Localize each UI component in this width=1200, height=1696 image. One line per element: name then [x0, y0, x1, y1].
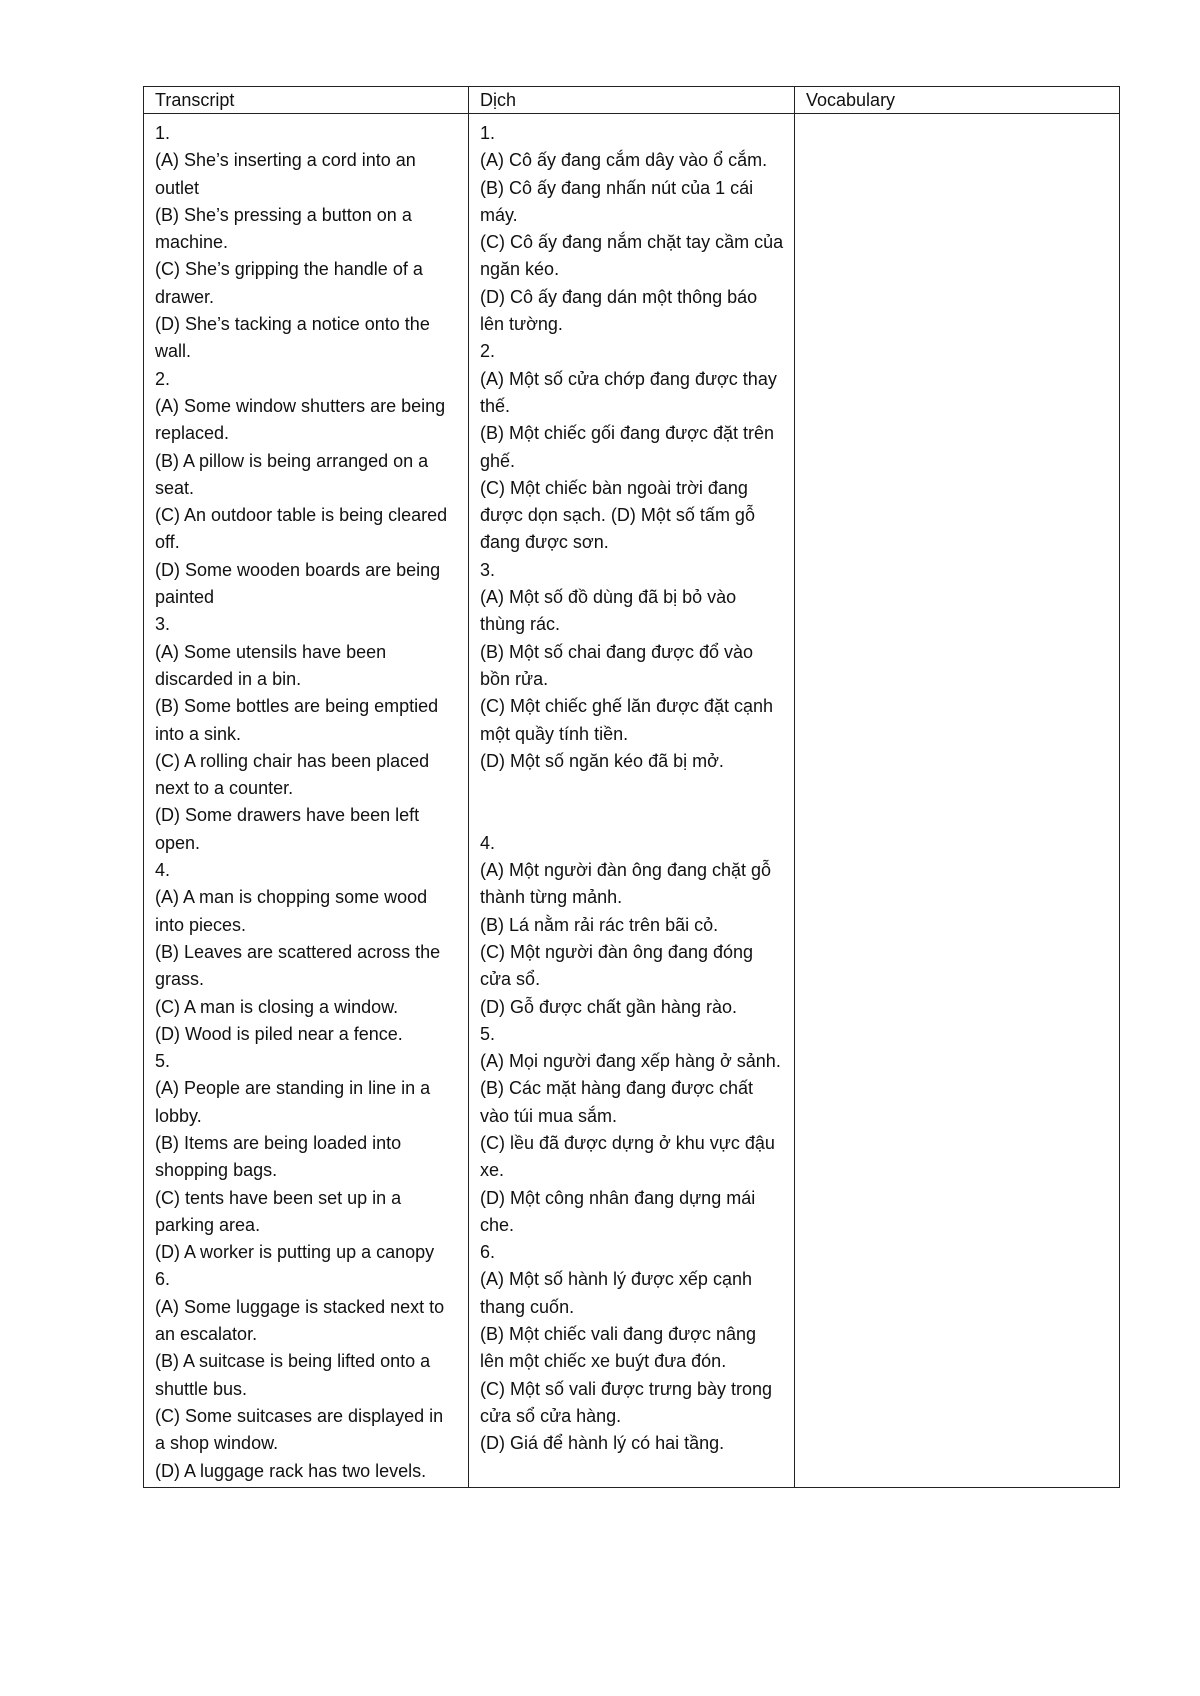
- translation-line: (A) Một số đồ dùng đã bị bỏ vào thùng rác.: [480, 587, 737, 635]
- transcript-line: (B) Items are being loaded into shopping bags.: [155, 1132, 402, 1181]
- vocabulary-cell: [795, 114, 1120, 1488]
- transcript-line: (D) A worker is putting up a canopy: [155, 1242, 435, 1263]
- translation-line: 4.: [480, 832, 496, 853]
- transcript-line: (C) An outdoor table is being cleared off.: [155, 505, 448, 553]
- transcript-line: 1.: [155, 123, 171, 143]
- content-row: [144, 114, 1120, 1488]
- translation-line: (D) Một công nhân đang dựng mái che.: [480, 1187, 756, 1235]
- transcript-table: [143, 86, 1120, 1488]
- transcript-line: (A) People are standing in line in a lobby.: [155, 1078, 431, 1126]
- header-vocabulary: Vocabulary: [795, 87, 1120, 114]
- transcript-line: (A) Some window shutters are being replaced.: [155, 395, 446, 444]
- transcript-line: 3.: [155, 614, 171, 635]
- transcript-line: (A) Some luggage is stacked next to an escalator.: [155, 1296, 445, 1345]
- translation-line: (D) Cô ấy đang dán một thông báo lên tường.: [480, 286, 758, 335]
- translation-line: (C) Một chiếc ghế lăn được đặt cạnh một quầy tính tiền.: [480, 696, 773, 744]
- translation-line: (D) Một số ngăn kéo đã bị mở.: [480, 750, 724, 771]
- translation-line: (B) Lá nằm rải rác trên bãi cỏ.: [480, 914, 719, 935]
- translation-line: (B) Một chiếc gối đang được đặt trên ghế.: [480, 423, 774, 471]
- transcript-line: (B) She’s pressing a button on a machine.: [155, 204, 412, 253]
- transcript-line: (D) Some wooden boards are being painted: [155, 559, 441, 608]
- translation-line: [480, 802, 784, 829]
- translation-line: (A) Một số hành lý được xếp cạnh thang cuốn.: [480, 1269, 752, 1317]
- transcript-line: 4.: [155, 860, 171, 881]
- translation-line: (A) Mọi người đang xếp hàng ở sảnh.: [480, 1051, 781, 1072]
- translation-line: 1.: [480, 123, 496, 143]
- transcript-line: (C) She’s gripping the handle of a drawer.: [155, 259, 423, 307]
- translation-line: (D) Gỗ được chất gần hàng rào.: [480, 996, 737, 1017]
- transcript-line: (D) Some drawers have been left open.: [155, 805, 420, 853]
- translation-line: (B) Cô ấy đang nhấn nút của 1 cái máy.: [480, 177, 754, 225]
- transcript-line: (C) tents have been set up in a parking area.: [155, 1187, 402, 1235]
- translation-line: [480, 775, 784, 802]
- translation-line: (C) lều đã được dựng ở khu vực đậu xe.: [480, 1132, 775, 1181]
- transcript-line: (A) She’s inserting a cord into an outlet: [155, 150, 416, 198]
- translation-line: (A) Một số cửa chớp đang được thay thế.: [480, 368, 777, 416]
- transcript-line: (D) Wood is piled near a fence.: [155, 1023, 403, 1044]
- transcript-line: (B) A suitcase is being lifted onto a shuttle bus.: [155, 1351, 431, 1399]
- transcript-line: (C) Some suitcases are displayed in a shop window.: [155, 1405, 444, 1454]
- transcript-line: (D) She’s tacking a notice onto the wall.: [155, 314, 430, 362]
- translation-line: 3.: [480, 559, 496, 580]
- translation-line: 2.: [480, 341, 496, 362]
- transcript-line: 5.: [155, 1051, 171, 1072]
- translation-line: 5.: [480, 1023, 496, 1044]
- transcript-line: (B) A pillow is being arranged on a seat.: [155, 450, 429, 498]
- translation-line: (A) Một người đàn ông đang chặt gỗ thành từng mảnh.: [480, 860, 772, 908]
- transcript-line: 2.: [155, 368, 171, 389]
- transcript-line: (C) A rolling chair has been placed next to a counter.: [155, 750, 430, 799]
- header-translation: Dịch: [469, 87, 795, 114]
- transcript-line: (A) A man is chopping some wood into pieces.: [155, 887, 428, 935]
- translation-line: (C) Một số vali được trưng bày trong cửa sổ cửa hàng.: [480, 1378, 772, 1426]
- translation-line: (B) Một chiếc vali đang được nâng lên một chiếc xe buýt đưa đón.: [480, 1324, 756, 1372]
- translation-line: (B) Các mặt hàng đang được chất vào túi mua sắm.: [480, 1078, 753, 1126]
- transcript-line: (A) Some utensils have been discarded in a bin.: [155, 641, 387, 689]
- transcript-line: 6.: [155, 1269, 171, 1290]
- transcript-cell: [144, 114, 469, 1488]
- translation-line: (A) Cô ấy đang cắm dây vào ổ cắm.: [480, 150, 768, 171]
- translation-line: (B) Một số chai đang được đổ vào bồn rửa.: [480, 641, 753, 689]
- transcript-line: (B) Some bottles are being emptied into a sink.: [155, 696, 439, 744]
- header-row: [144, 87, 1120, 114]
- translation-line: (C) Cô ấy đang nắm chặt tay cầm của ngăn kéo.: [480, 232, 784, 280]
- header-transcript: Transcript: [144, 87, 469, 114]
- transcript-line: (B) Leaves are scattered across the grass.: [155, 941, 441, 990]
- translation-line: (C) Một chiếc bàn ngoài trời đang được dọn sạch. (D) Một số tấm gỗ đang được sơn.: [480, 477, 755, 553]
- translation-cell: [469, 114, 795, 1488]
- translation-line: (C) Một người đàn ông đang đóng cửa sổ.: [480, 941, 754, 990]
- translation-line: (D) Giá để hành lý có hai tầng.: [480, 1433, 725, 1454]
- translation-line: 6.: [480, 1242, 496, 1263]
- transcript-line: (D) A luggage rack has two levels.: [155, 1460, 427, 1481]
- transcript-line: (C) A man is closing a window.: [155, 996, 399, 1017]
